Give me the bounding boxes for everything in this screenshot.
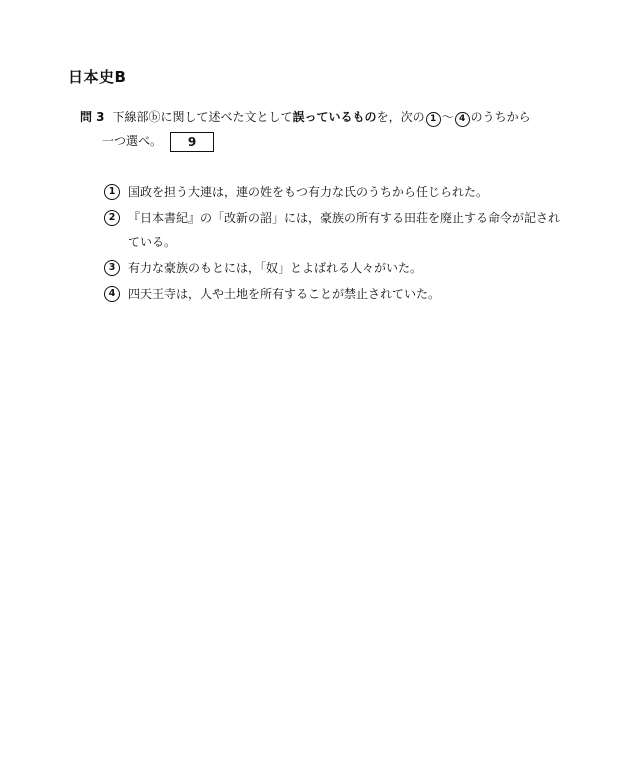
choice-number: 1 (104, 184, 120, 200)
question (80, 105, 560, 153)
choice-text: 『日本書紀』の「改新の詔」には，豪族の所有する田荘を廃止する命令が記されている。 (128, 211, 561, 249)
choices-list (104, 180, 564, 308)
range-start-number: 1 (426, 112, 441, 127)
range-end-number: 4 (455, 112, 470, 127)
question-label: 問 3 (80, 110, 105, 124)
choice-4[interactable] (104, 282, 564, 306)
question-text-part3: のうちから (470, 110, 531, 124)
question-emphasis: 誤っているもの (292, 110, 377, 124)
answer-box[interactable]: 9 (170, 132, 214, 152)
choice-number: 3 (104, 260, 120, 276)
question-text-part1: 下線部ⓑに関して述べた文として (112, 110, 293, 124)
question-line-1 (80, 105, 560, 129)
choice-2[interactable] (104, 206, 564, 254)
subject-title: 日本史B (68, 68, 127, 86)
choice-number: 2 (104, 210, 120, 226)
range-separator: 〜 (441, 110, 454, 124)
question-text-part2: を，次の (376, 110, 425, 124)
choice-text: 四天王寺は，人や土地を所有することが禁止されていた。 (128, 287, 441, 301)
question-text-line2: 一つ選べ。 (102, 134, 163, 148)
choice-text: 有力な豪族のもとには，「奴」とよばれる人々がいた。 (128, 261, 423, 275)
choice-text: 国政を担う大連は，連の姓をもつ有力な氏のうちから任じられた。 (128, 185, 489, 199)
question-line-2 (80, 129, 560, 153)
choice-number: 4 (104, 286, 120, 302)
choice-1[interactable] (104, 180, 564, 204)
choice-3[interactable] (104, 256, 564, 280)
